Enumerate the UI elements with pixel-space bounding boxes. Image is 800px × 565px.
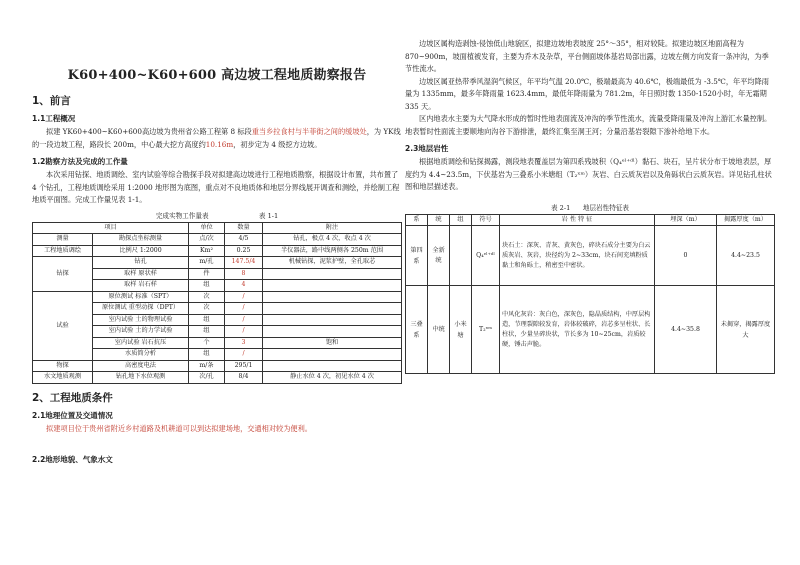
table-row [33, 291, 402, 303]
table-cell: 室内试验 土的力学试验 [93, 326, 189, 338]
table-cell: / [225, 291, 263, 303]
table-cell: 中风化灰岩：灰白色，深灰色，隐晶质结构，中厚层构造，节理裂隙较发育，岩体较破碎，岩芯多呈柱状、长柱状，少量呈碎块状，节长多为 10~25cm，岩质较硬，锤击声脆。 [500, 286, 655, 374]
overview-location-highlight: 重当乡拉食村与半菲街之间的缓坡处 [251, 127, 367, 136]
workload-table [32, 222, 402, 384]
table-cell: 室内试验 岩石抗压 [93, 337, 189, 349]
table-cell: 三叠系 [406, 286, 428, 374]
overview-text-c: ，初步定为 4 级挖方边坡。 [233, 139, 322, 149]
table-cell: m/孔 [189, 257, 225, 269]
table-cell: 组 [189, 280, 225, 292]
right-column [405, 38, 775, 374]
table-cell: / [225, 326, 263, 338]
table-cell: 测量 [33, 234, 93, 246]
section-1-heading: 1、前言 [32, 95, 71, 107]
report-title: K60+400~K60+600 高边坡工程地质勘察报告 [67, 68, 367, 83]
table-cell [263, 291, 402, 303]
table-2-caption [405, 202, 775, 212]
table-cell: 物探 [33, 360, 93, 372]
table-cell: / [225, 349, 263, 361]
left-column [32, 64, 402, 467]
table-row [33, 372, 402, 384]
table-cell: 组 [189, 314, 225, 326]
table-cell: 件 [189, 268, 225, 280]
table-header-row [406, 214, 775, 226]
table-cell: 全新统 [428, 226, 450, 286]
table-cell [263, 268, 402, 280]
table-header-cell: 揭露厚度（m） [717, 214, 775, 226]
table-cell: 次 [189, 291, 225, 303]
table-cell: 中统 [428, 286, 450, 374]
table-cell: 静止水位 4 次，初见水位 4 次 [263, 372, 402, 384]
section-1-1-heading: 1.1工程概况 [32, 114, 76, 123]
table-header-cell: 岩 性 特 征 [500, 214, 655, 226]
table-header-cell: 单位 [189, 222, 225, 234]
table-cell: 4.4~35.8 [655, 286, 717, 374]
table-header-cell: 项目 [33, 222, 189, 234]
table-cell: 8/4 [225, 372, 263, 384]
table-row [406, 226, 775, 286]
table-cell: 8 [225, 268, 263, 280]
table-1-caption-title: 完成实物工作量表 [155, 211, 209, 220]
table-row [406, 286, 775, 374]
table-cell: Km² [189, 245, 225, 257]
stratum-table [405, 214, 775, 375]
table-header-cell: 统 [428, 214, 450, 226]
table-cell: 0 [655, 226, 717, 286]
table-cell: 取样 原状样 [93, 268, 189, 280]
table-cell: 次 [189, 303, 225, 315]
table-row [33, 360, 402, 372]
table-cell: 4/5 [225, 234, 263, 246]
table-cell [263, 303, 402, 315]
table-2-caption-title: 地层岩性特征表 [582, 203, 630, 212]
table-cell: 水质简分析 [93, 349, 189, 361]
table-cell: 点/次 [189, 234, 225, 246]
table-cell: 小米塘 [450, 286, 472, 374]
section-2-1-heading: 2.1地理位置及交通情况 [32, 410, 113, 420]
table-cell: 取样 岩石样 [93, 280, 189, 292]
table-header-cell: 埋深（m） [655, 214, 717, 226]
landform-paragraph: 边坡区属构造剥蚀-侵蚀低山地貌区，拟建边坡地表坡度 25°～35°，相对较陡。拟建边坡区地面高程为 870~900m，坡面植被发育，主要为乔木及杂草，平台侧面坡体基岩局部出露，边坡左侧方向发育一条冲沟，为季节性流水。 [405, 39, 769, 73]
table-cell: 半仪器法，路中线两侧各 250m 范围 [263, 245, 402, 257]
section-2-heading: 2、工程地质条件 [32, 391, 113, 404]
project-overview-paragraph [32, 126, 402, 151]
table-cell: / [225, 314, 263, 326]
table-cell: 钻孔地下水位观测 [93, 372, 189, 384]
table-header-row [33, 222, 402, 234]
table-cell: 机械钻探，泥浆护壁，全孔取芯 [263, 257, 402, 269]
survey-method-paragraph: 本次采用钻探、地质调绘、室内试验等综合勘探手段对拟建高边坡进行工程地质勘察，根据设计布置，共布置了 4 个钻孔，工程地质调绘采用 1:2000 地形图为底图，重点对不良地质体和地层分界线展开调查和测绘，并绘制工程地质平面图。完成工作量见表 1-1。 [32, 170, 400, 204]
table-cell: m/条 [189, 360, 225, 372]
table-cell: 试验 [33, 291, 93, 360]
table-cell [263, 280, 402, 292]
table-cell: 原位测试 标准（SPT） [93, 291, 189, 303]
table-header-cell: 附注 [263, 222, 402, 234]
overview-height-highlight: 10.16m [205, 139, 234, 149]
table-header-cell: 符号 [472, 214, 500, 226]
table-cell: 钻孔，极点 4 次，收点 4 次 [263, 234, 402, 246]
table-cell: 0.25 [225, 245, 263, 257]
table-cell: 高密度电法 [93, 360, 189, 372]
table-cell: 钻探 [33, 257, 93, 292]
overview-text-b: ，为 YK线的一段边坡工程，路段长 200m，中心最大挖方高度约 [32, 127, 401, 149]
hydrology-paragraph: 区内地表水主要为大气降水形成的暂时性地表面流及冲沟的季节性流水，流量受降雨量及冲沟上游汇水量控制。地表暂时性面流主要顺地向沟谷下游排泄，最终汇集至洞王河；分量沿基岩裂隙下渗补给地下水。 [405, 114, 772, 136]
table-cell [263, 349, 402, 361]
table-cell: 295/1 [225, 360, 263, 372]
table-cell: 个 [189, 337, 225, 349]
table-cell: 4.4~23.5 [717, 226, 775, 286]
table-row [33, 257, 402, 269]
table-row [33, 245, 402, 257]
table-cell: 147.5/4 [225, 257, 263, 269]
section-2-3-heading: 2.3地层岩性 [405, 144, 449, 153]
section-1-2-heading: 1.2勘察方法及完成的工作量 [32, 157, 128, 166]
table-cell: 未揭穿，揭露厚度大 [717, 286, 775, 374]
table-cell: T₂ˣᵐ [472, 286, 500, 374]
table-cell: 室内试验 土的物理试验 [93, 314, 189, 326]
table-cell: 组 [189, 349, 225, 361]
table-cell: Q₄ᵉˡ⁺ᵈˡ [472, 226, 500, 286]
table-cell: 工程地质调绘 [33, 245, 93, 257]
section-2-2-heading: 2.2地形地貌、气象水文 [32, 455, 113, 464]
table-cell: 第四系 [406, 226, 428, 286]
table-1-caption-number: 表 1-1 [258, 211, 279, 220]
table-cell [263, 314, 402, 326]
location-paragraph: 拟建项目位于贵州省附近乡村道路及机耕道可以到达拟建场地，交通相对较为便利。 [46, 423, 312, 433]
table-cell [263, 326, 402, 338]
table-header-cell: 系 [406, 214, 428, 226]
table-cell: 原位测试 重型动探（DPT） [93, 303, 189, 315]
table-cell [263, 360, 402, 372]
table-1-caption [32, 210, 402, 220]
table-cell: 块石土：深灰、青灰、黄灰色，碎块石成分主要为白云质灰岩、灰岩，块径约为 2~33cm，块石间充填粉质黏土和角砾土，稍密至中密状。 [500, 226, 655, 286]
overview-text-a: 拟建 YK60+400~K60+600高边坡为贵州省公路工程第 8 标段 [46, 127, 252, 136]
table-cell: 3 [225, 337, 263, 349]
table-header-cell: 组 [450, 214, 472, 226]
table-cell: 比例尺 1:2000 [93, 245, 189, 257]
table-cell [450, 226, 472, 286]
table-header-cell: 数量 [225, 222, 263, 234]
stratum-paragraph: 根据地质调绘和钻探揭露，测段地表覆盖层为第四系残坡积（Q₄ᵉˡ⁺ᵈˡ）黏石、块石，呈片状分布于坡地表层，厚度约为 4.4~23.5m，下伏基岩为三叠系小米塘组（T₂ˣᵐ）灰岩、白云质灰岩以及角砾状白云质灰岩。详见钻孔柱状图和地层描述表。 [405, 157, 772, 191]
table-cell: 饱和 [263, 337, 402, 349]
climate-paragraph: 边坡区属亚热带季风湿润气候区，年平均气温 20.0℃，极端最高为 40.6℃，极端最低为 -3.5℃，年平均降雨量为 1335mm，最多年降雨量 1623.4mm，最低年降雨量为 781.2m，年日照时数 1350-1520小时，年无霜期 335 天。 [405, 76, 769, 111]
table-cell: 水文地质观测 [33, 372, 93, 384]
table-cell: 组 [189, 326, 225, 338]
table-cell: 钻孔 [93, 257, 189, 269]
table-row [33, 234, 402, 246]
table-cell: 4 [225, 280, 263, 292]
table-cell: / [225, 303, 263, 315]
table-cell: 勘探点坐标测量 [93, 234, 189, 246]
table-cell: 次/孔 [189, 372, 225, 384]
table-2-caption-number: 表 2-1 [550, 203, 571, 212]
